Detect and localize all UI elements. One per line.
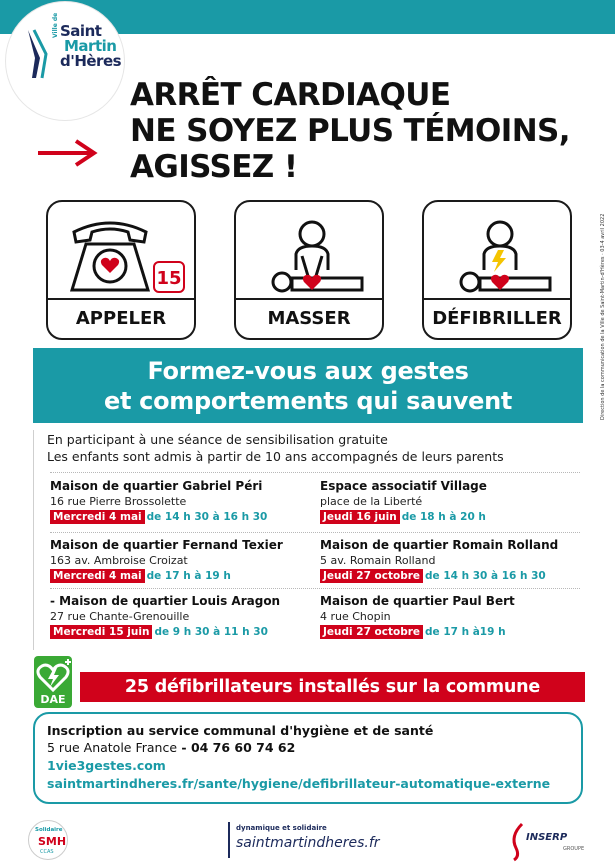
dotted-separator [50, 472, 580, 473]
inserp-name: INSERP [526, 832, 568, 843]
dotted-separator [50, 588, 580, 589]
city-signature-site: saintmartindheres.fr [236, 835, 380, 851]
phone-icon [56, 210, 188, 300]
left-divider [33, 430, 34, 650]
session-name: Maison de quartier Fernand Texier [50, 538, 283, 552]
city-logo [6, 2, 124, 120]
step-label-defibriller: DÉFIBRILLER [424, 298, 570, 338]
registration-box [33, 712, 583, 804]
logo-line1: Saint [60, 22, 102, 40]
intro-text [47, 431, 504, 465]
registration-address: 5 rue Anatole France [47, 740, 178, 755]
red-arrow-icon [36, 138, 100, 168]
headline [130, 77, 570, 185]
session-day: Mercredi 15 juin [50, 625, 152, 639]
session-item [320, 478, 590, 525]
city-signature-tagline: dynamique et solidaire [236, 824, 327, 832]
session-item [50, 478, 320, 525]
dae-label: DAE [40, 693, 66, 706]
session-day: Jeudi 27 octobre [320, 569, 423, 583]
ccas-logo-top: Solidaire [35, 827, 63, 833]
step-label-masser: MASSER [236, 298, 382, 338]
session-item [320, 593, 590, 640]
session-hours: de 18 h à 20 h [401, 511, 486, 523]
session-address: 4 rue Chopin [320, 610, 391, 623]
session-hours: de 9 h 30 à 11 h 30 [154, 626, 268, 638]
phone-badge: 15 [156, 268, 182, 289]
dotted-separator [50, 532, 580, 533]
registration-url-link[interactable]: saintmartindheres.fr/sante/hygiene/defibrillateur-automatique-externe [47, 776, 551, 791]
session-day: Mercredi 4 mai [50, 510, 145, 524]
step-card-appeler [46, 200, 196, 340]
inserp-logo [508, 822, 588, 862]
footer [0, 810, 615, 866]
ccas-logo-mid: SMH [38, 835, 67, 848]
step-card-masser [234, 200, 384, 340]
registration-title: Inscription au service communal d'hygiène et de santé [47, 723, 434, 738]
session-address: place de la Liberté [320, 495, 423, 508]
session-day: Jeudi 16 juin [320, 510, 400, 524]
session-hours: de 14 h 30 à 16 h 30 [146, 511, 268, 523]
session-day: Jeudi 27 octobre [320, 625, 423, 639]
session-address: 163 av. Ambroise Croizat [50, 554, 188, 567]
defibrillator-icon [432, 210, 564, 300]
headline-line1: ARRÊT CARDIAQUE [130, 77, 451, 113]
registration-phone[interactable]: - 04 76 60 74 62 [177, 740, 296, 755]
session-hours: de 17 h à19 h [425, 626, 506, 638]
banner-line1: Formez-vous aux gestes [147, 357, 469, 385]
step-card-defibriller [422, 200, 572, 340]
inserp-sub: GROUPE [563, 846, 585, 852]
session-address: 27 rue Chante-Grenouille [50, 610, 190, 623]
logo-line3: d'Hères [60, 52, 122, 70]
heart-bolt-icon [34, 658, 72, 694]
session-hours: de 17 h à 19 h [146, 570, 231, 582]
session-item [50, 593, 320, 640]
ccas-logo-bottom: CCAS [40, 849, 54, 855]
session-address: 5 av. Romain Rolland [320, 554, 436, 567]
session-hours: de 14 h 30 à 16 h 30 [425, 570, 546, 582]
inserp-swoosh-icon [508, 822, 528, 862]
intro-line2: Les enfants sont admis à partir de 10 ans accompagnés de leurs parents [47, 449, 504, 464]
session-name: - Maison de quartier Louis Aragon [50, 594, 281, 608]
dae-banner: 25 défibrillateurs installés sur la commune [80, 672, 585, 702]
logo-prefix: Ville de [52, 12, 59, 38]
session-name: Espace associatif Village [320, 479, 487, 493]
ccas-logo [28, 820, 68, 860]
session-name: Maison de quartier Romain Rolland [320, 538, 559, 552]
cpr-icon [244, 210, 376, 300]
headline-line3: AGISSEZ ! [130, 149, 298, 185]
logo-mark-icon [26, 28, 52, 80]
city-signature [228, 822, 398, 858]
training-banner [33, 348, 583, 423]
side-credit: Direction de la communication de la Ville de Saint-Martin-d'Hères · 03-4 avril 2022 [600, 213, 606, 420]
registration-site-link[interactable]: 1vie3gestes.com [47, 758, 166, 773]
session-day: Mercredi 4 mai [50, 569, 145, 583]
intro-line1: En participant à une séance de sensibilisation gratuite [47, 432, 388, 447]
session-name: Maison de quartier Paul Bert [320, 594, 515, 608]
headline-line2: NE SOYEZ PLUS TÉMOINS, [130, 113, 570, 149]
session-name: Maison de quartier Gabriel Péri [50, 479, 263, 493]
logo-line2: Martin [64, 37, 117, 55]
session-item [50, 537, 320, 584]
banner-line2: et comportements qui sauvent [103, 387, 513, 415]
session-item [320, 537, 590, 584]
logo-wordmark [60, 24, 121, 69]
step-label-appeler: APPELER [48, 298, 194, 338]
session-address: 16 rue Pierre Brossolette [50, 495, 187, 508]
dae-badge [34, 656, 72, 708]
